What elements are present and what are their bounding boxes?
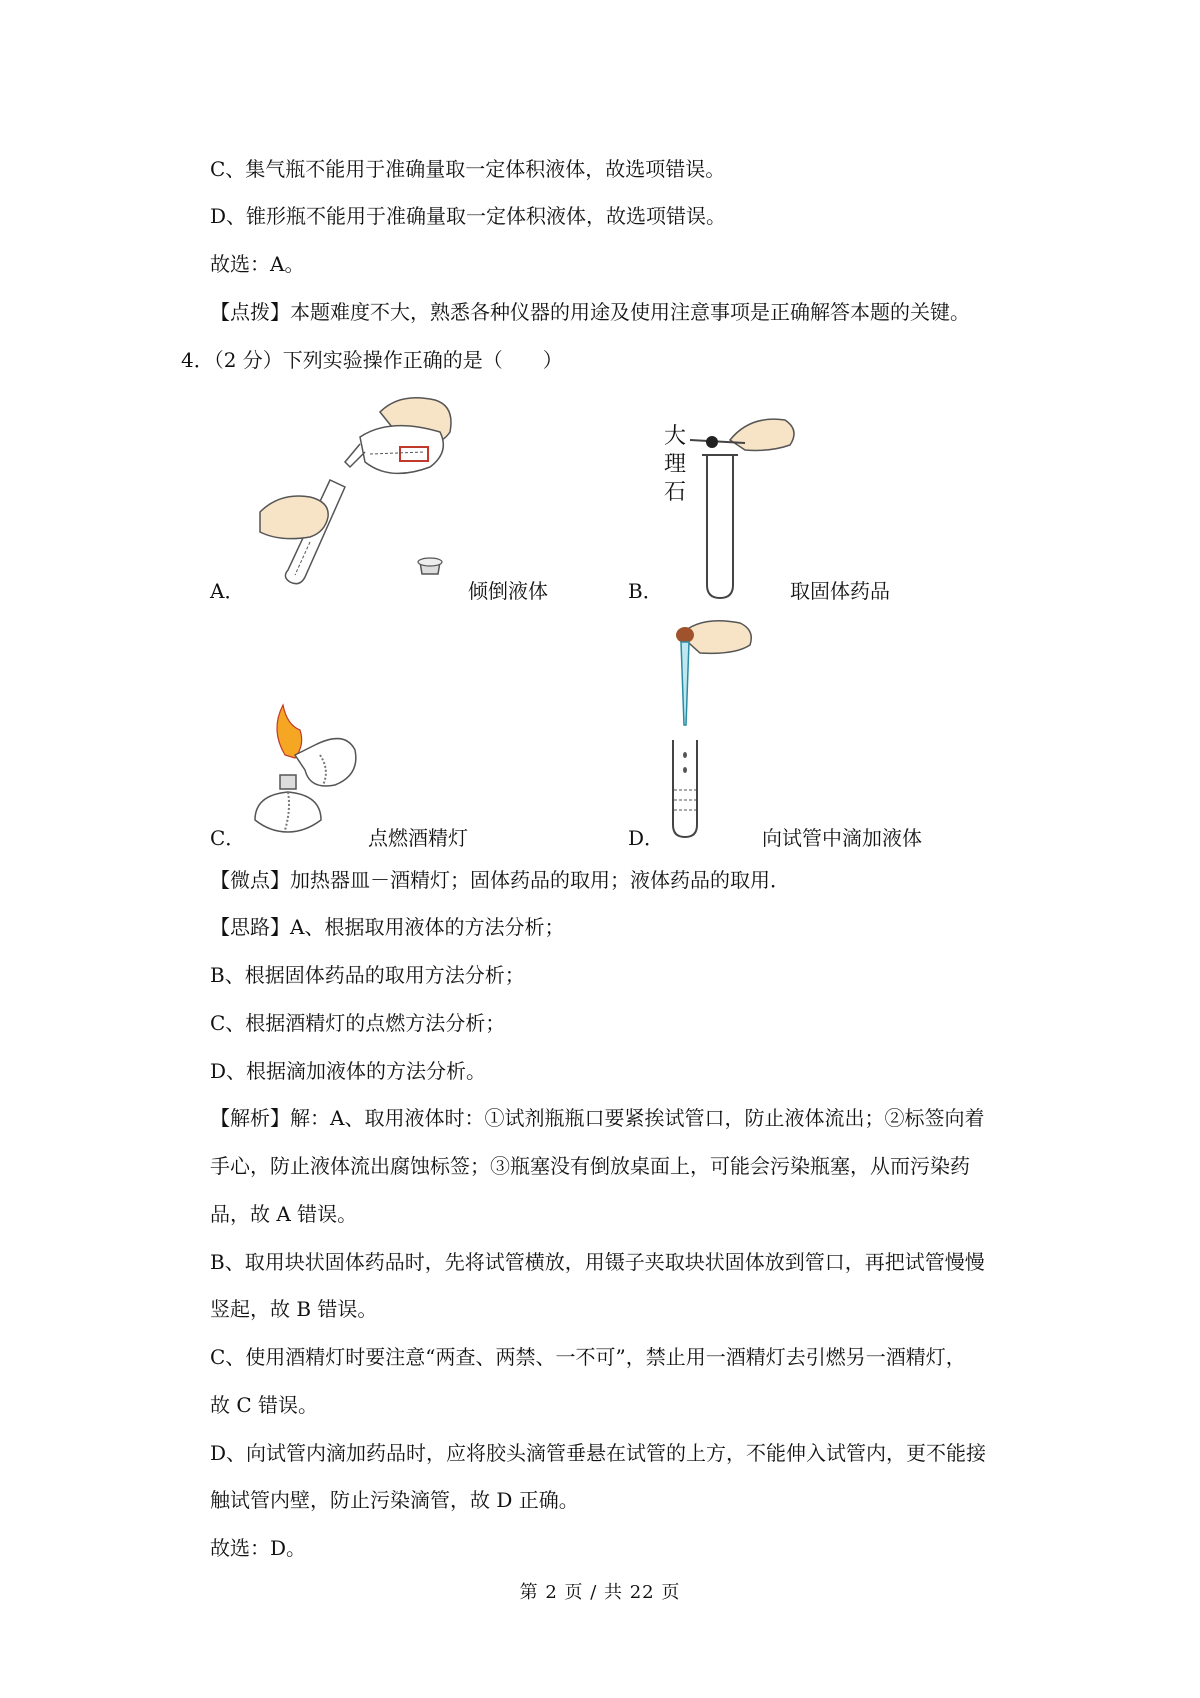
text-line: 手心，防止液体流出腐蚀标签；③瓶塞没有倒放桌面上，可能会污染瓶塞，从而污染药: [210, 1154, 970, 1178]
text-line: D、向试管内滴加药品时，应将胶头滴管垂悬在试管的上方，不能伸入试管内，更不能接: [210, 1441, 987, 1465]
text-line: 品，故 A 错误。: [210, 1202, 358, 1226]
option-c-letter: C．: [210, 826, 246, 850]
text-line: D、根据滴加液体的方法分析。: [210, 1059, 487, 1083]
pouring-liquid-figure: [250, 392, 490, 592]
text-line: 故选：A。: [210, 252, 305, 276]
weidian-line: 【微点】加热器皿－酒精灯；固体药品的取用；液体药品的取用．: [210, 868, 790, 892]
option-d-letter: D．: [628, 826, 665, 850]
text-line: B、根据固体药品的取用方法分析；: [210, 963, 525, 987]
question-title: 4．（2 分）下列实验操作正确的是（ ）: [181, 348, 563, 372]
jiexi-line: 【解析】解：A、取用液体时：①试剂瓶瓶口要紧挨试管口，防止液体流出；②标签向着: [210, 1106, 985, 1130]
text-line: 触试管内壁，防止污染滴管，故 D 正确。: [210, 1488, 579, 1512]
option-b-letter: B．: [628, 579, 663, 603]
marble-label-1: 大: [664, 424, 687, 449]
option-b-caption: 取固体药品: [790, 579, 890, 603]
text-line: 【点拨】本题难度不大，熟悉各种仪器的用途及使用注意事项是正确解答本题的关键。: [210, 300, 970, 324]
marble-label-3: 石: [664, 480, 687, 505]
option-c-caption: 点燃酒精灯: [368, 826, 468, 850]
text-line: C、根据酒精灯的点燃方法分析；: [210, 1011, 506, 1035]
page-footer: 第 2 页 / 共 22 页: [519, 1582, 681, 1603]
answer-line: 故选：D。: [210, 1536, 307, 1560]
option-a-caption: 倾倒液体: [468, 579, 548, 603]
text-line: C、集气瓶不能用于准确量取一定体积液体，故选项错误。: [210, 157, 726, 181]
option-d-caption: 向试管中滴加液体: [762, 826, 922, 850]
text-line: B、取用块状固体药品时，先将试管横放，用镊子夹取块状固体放到管口，再把试管慢慢: [210, 1250, 985, 1274]
text-line: C、使用酒精灯时要注意“两查、两禁、一不可”，禁止用一酒精灯去引燃另一酒精灯，: [210, 1345, 966, 1369]
marble-label-2: 理: [664, 452, 687, 477]
alcohol-lamp-figure: [245, 700, 375, 840]
dropper-figure: [655, 615, 775, 840]
text-line: 故 C 错误。: [210, 1393, 319, 1417]
option-a-letter: A．: [210, 579, 245, 603]
silu-line: 【思路】A、根据取用液体的方法分析；: [210, 915, 565, 939]
text-line: 竖起，故 B 错误。: [210, 1297, 378, 1321]
text-line: D、锥形瓶不能用于准确量取一定体积液体，故选项错误。: [210, 204, 727, 228]
